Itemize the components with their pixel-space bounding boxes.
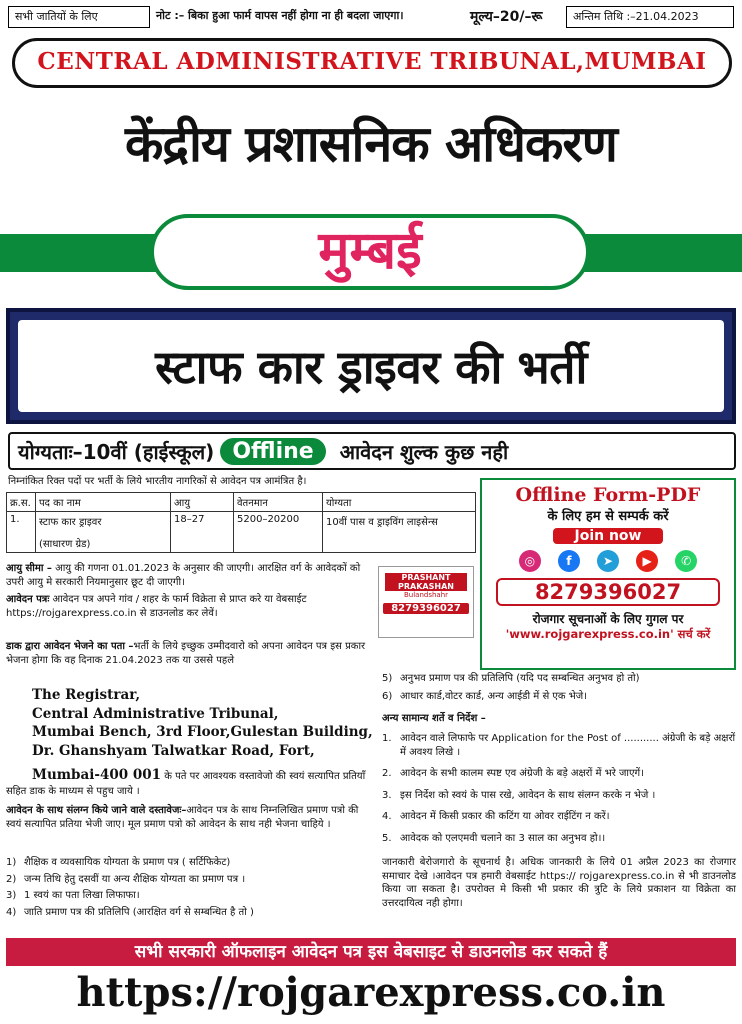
logo-line2: PRAKASHAN bbox=[385, 582, 467, 591]
address-line: The Registrar, bbox=[32, 687, 141, 703]
age-paragraph bbox=[6, 562, 374, 589]
ad-tagline: रोजगार सूचनाओं के लिए गुगल पर bbox=[532, 612, 684, 626]
last-date-text: अन्तिम तिथि :–21.04.2023 bbox=[573, 10, 699, 23]
offline-badge: Offline bbox=[220, 438, 325, 465]
post-paragraph bbox=[6, 640, 376, 667]
attach-paragraph bbox=[6, 804, 376, 831]
logo-city: Bulandshahr bbox=[403, 591, 449, 599]
header-pay: वेतनमान bbox=[234, 493, 323, 512]
city-name: मुम्बई bbox=[150, 214, 590, 290]
form-paragraph bbox=[6, 593, 374, 620]
fee-text: आवेदन शुल्क कुछ नही bbox=[339, 439, 509, 464]
documents-list bbox=[6, 856, 376, 919]
ad-phone: 8279396027 bbox=[496, 578, 720, 606]
logo-line1: PRASHANT bbox=[385, 573, 467, 582]
address-tail: के पते पर आवश्यक वस्तावेजो की स्वयं सत्यापित प्रतियाँ सहित डाक के माध्यम से पहुच जाये । bbox=[6, 771, 366, 797]
address-block bbox=[32, 686, 378, 761]
header-qualification: योग्यता bbox=[323, 493, 476, 512]
list-item: 5) अनुभव प्रमाण पत्र की प्रतिलिपि (यदि पद सम्बन्धित अनुभव हो तो) bbox=[382, 673, 640, 684]
prakashan-logo bbox=[378, 566, 474, 638]
left-column bbox=[6, 562, 374, 620]
youtube-icon[interactable]: ▶ bbox=[636, 550, 658, 572]
cell-sno: 1. bbox=[7, 512, 36, 553]
instagram-icon[interactable]: ◎ bbox=[519, 550, 541, 572]
age-text: आयु की गणना 01.01.2023 के अनुसार की जाएगी। आरक्षित वर्ग के आवेदकों को उपरी आयु मे सरकारी नियमानुसार छूट दी जाएगी। bbox=[6, 563, 361, 588]
list-item: 2) जन्म तिथि हेतु दसवीं या अन्य शैक्षिक योग्यता का प्रमाण पत्र । bbox=[6, 873, 246, 885]
header-post: पद का नाम bbox=[36, 493, 171, 512]
english-title: CENTRAL ADMINISTRATIVE TRIBUNAL,MUMBAI bbox=[12, 38, 732, 88]
facebook-icon[interactable]: f bbox=[558, 550, 580, 572]
list-item: 3) 1 स्वयं का पता लिखा लिफाफा। bbox=[6, 890, 140, 901]
more-documents-list bbox=[382, 672, 736, 703]
attach-label: आवेदन के साथ संलग्न किये जाने वाले दस्तावेजः– bbox=[6, 805, 187, 816]
cell-qualification: 10वीं पास व ड्राइविंग लाइसेन्स bbox=[323, 512, 476, 553]
category-text: सभी जातियों के लिए bbox=[15, 10, 98, 23]
last-date-box bbox=[566, 6, 734, 28]
qualification-text: योग्यताः–10वीं (हाईस्कूल) bbox=[18, 439, 215, 464]
job-table bbox=[6, 492, 476, 553]
address-tail-paragraph bbox=[6, 766, 376, 798]
telegram-icon[interactable]: ➤ bbox=[597, 550, 619, 572]
list-item: 1. आवेदन वाले लिफाफे पर Application for the Post of ........... अंग्रेजी के बड़े अक्षरों में अवश्य लिखे । bbox=[382, 733, 736, 758]
post-grade: (साधारण ग्रेड) bbox=[39, 539, 91, 550]
hindi-title: केंद्रीय प्रशासनिक अधिकरण bbox=[125, 115, 617, 173]
social-icons bbox=[482, 550, 734, 572]
post-text: भर्ती के लिये इच्छुक उम्मीदवारो को अपना आवेदन पत्र इस प्रकार भेजना होगा कि वह दिनाक 21.04.2023 तक या उससे पहले bbox=[6, 641, 366, 666]
category-box bbox=[8, 6, 150, 28]
attach-text: आवेदन पत्र के साथ निम्नलिखित प्रमाण पत्रो की स्वयं सत्यापित प्रतिया भेजी जाए। मूल प्रमाण पत्रो को आवेदन के साथ नही भेजना चाहिये । bbox=[6, 805, 359, 830]
address-line: Central Administrative Tribunal, bbox=[32, 705, 279, 722]
list-item: 2. आवेदन के सभी कालम स्पष्ट एव अंग्रेजी के बड़े अक्षरों में भरे जाएगें। bbox=[382, 768, 644, 779]
address-pin: Mumbai-400 001 bbox=[32, 767, 162, 783]
bottom-banner: सभी सरकारी ऑफलाइन आवेदन पत्र इस वेबसाइट से डाउनलोड कर सकते हैं bbox=[6, 938, 736, 966]
intro-text: निम्नांकित रिक्त पदों पर भर्ती के लिये भारतीय नागरिकों से आवेदन पत्र आमंत्रित है। bbox=[8, 476, 307, 487]
ad-subtitle: के लिए हम से सम्पर्क करें bbox=[547, 509, 669, 524]
cell-pay: 5200–20200 bbox=[234, 512, 323, 553]
rules-title: अन्य सामान्य शर्ते व निर्देश – bbox=[382, 713, 486, 724]
table-row bbox=[7, 512, 476, 553]
address-line: Mumbai Bench, 3rd Floor,Gulestan Building, bbox=[32, 724, 373, 741]
join-now-button[interactable]: Join now bbox=[553, 528, 663, 544]
form-label: आवेदन पत्रः bbox=[6, 594, 50, 605]
qualification-bar bbox=[8, 432, 736, 470]
website-url[interactable]: https://rojgarexpress.co.in bbox=[76, 969, 666, 1016]
whatsapp-icon[interactable]: ✆ bbox=[675, 550, 697, 572]
cell-age: 18–27 bbox=[171, 512, 234, 553]
post-title: स्टाफ कार ड्राइवर की भर्ती bbox=[18, 320, 724, 412]
footer-note: जानकारी बेरोजगारो के सूचनार्थ है। अधिक जानकारी के लिये 01 अप्रैल 2023 का रोजगार समाचार देखे ।आवेदन पत्र हमारी वेबसाईट https:// rojgarexpress.co.in से भी डाउनलोड किया जा सकता है। उपरोक्त मे किसी भी प्रकार की त्रुटि के लिये प्रकाशन या विक्रेता का उत्तरदायित्व नही होगा। bbox=[382, 857, 736, 909]
list-item: 5. आवेदक को एलएमवी चलाने का 3 साल का अनुभव हो।। bbox=[382, 832, 606, 844]
ad-site: 'www.rojgarexpress.co.in' सर्च करें bbox=[505, 627, 711, 641]
form-text: आवेदन पत्र अपने गांव / शहर के फार्म विक्रेता से प्राप्त करे या वेबसाईट https://rojgarexpress.co.in से डाउनलोड कर लेवें। bbox=[6, 594, 307, 619]
cell-post bbox=[36, 512, 171, 553]
list-item: 1) शैक्षिक व व्यवसायिक योग्यता के प्रमाण पत्र ( सर्टिफिकेट) bbox=[6, 857, 231, 868]
post-label: डाक द्वारा आवेदन भेजने का पता – bbox=[6, 641, 134, 652]
logo-phone: 8279396027 bbox=[383, 603, 469, 614]
note-text: नोट :– बिका हुआ फार्म वापस नहीं होगा ना ही बदला जाएगा। bbox=[156, 9, 404, 22]
rules-list bbox=[382, 732, 736, 845]
address-line: Dr. Ghanshyam Talwatkar Road, Fort, bbox=[32, 742, 315, 759]
age-label: आयु सीमा – bbox=[6, 563, 52, 574]
ad-box bbox=[480, 478, 736, 670]
header-sno: क्र.स. bbox=[7, 493, 36, 512]
table-header-row bbox=[7, 493, 476, 512]
post-name: स्टाफ कार ड्राइवर bbox=[39, 517, 102, 528]
price-text: मूल्य–20/–रू bbox=[470, 9, 543, 25]
post-title-banner bbox=[6, 308, 736, 424]
list-item: 4. आवेदन में किसी प्रकार की कटिंग या ओवर राईटिंग न करें। bbox=[382, 811, 610, 822]
list-item: 6) आधार कार्ड,वोटर कार्ड, अन्य आईडी में से एक भेजे। bbox=[382, 690, 588, 702]
ad-title: Offline Form-PDF bbox=[515, 484, 701, 506]
list-item: 4) जाति प्रमाण पत्र की प्रतिलिपि (आरक्षित वर्ग से सम्बन्धित है तो ) bbox=[6, 906, 254, 918]
header-age: आयु bbox=[171, 493, 234, 512]
list-item: 3. इस निर्देश को स्वयं के पास रखे, आवेदन के साथ संलग्न करके न भेजे । bbox=[382, 789, 656, 801]
